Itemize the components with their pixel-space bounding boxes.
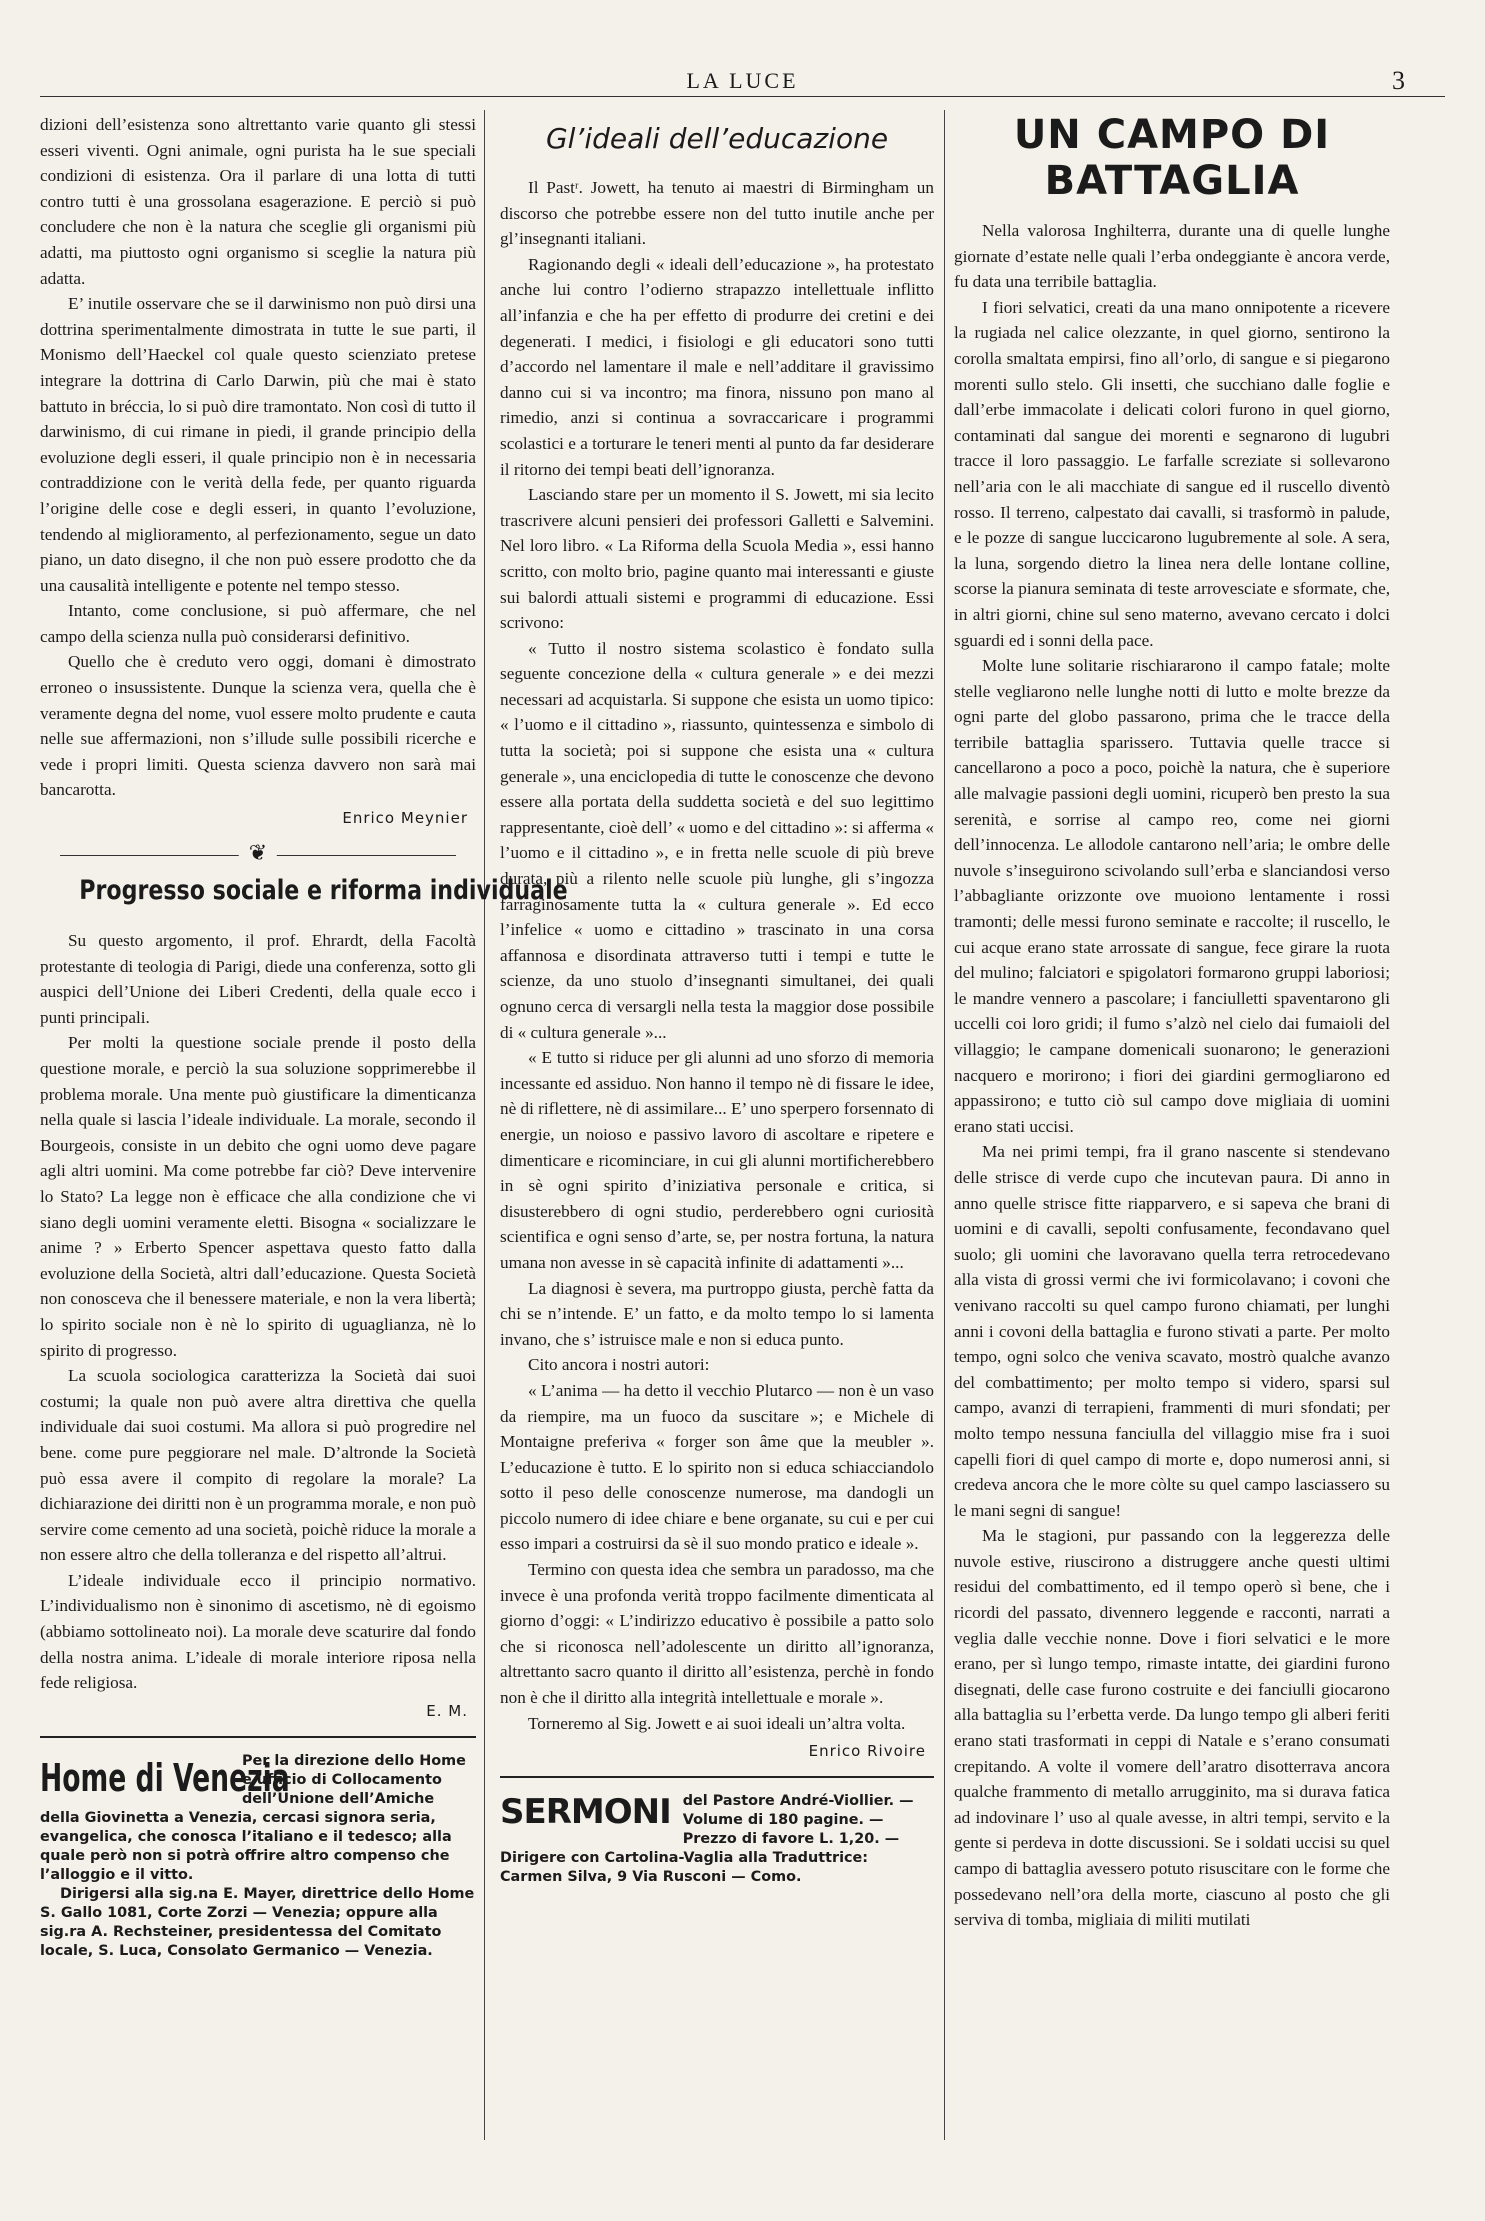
paragraph: Termino con questa idea che sembra un paradosso, ma che invece è una profonda verità troppo facilmente dimenticata al giorno d’oggi: « L’indirizzo educativo è possibile a patto solo che si riconosca nell’adolescente un diritto all’ignoranza, altrettanto sacro quanto il diritto all’esistenza, perchè in fondo non è che il diritto alla integrità intellettuale e morale ».	[500, 1560, 934, 1708]
author-signature: Enrico Rivoire	[808, 1742, 926, 1761]
paragraph: La diagnosi è severa, ma purtroppo giusta, perchè fatta da chi se n’intende. E’ un fatto, e da molto tempo lo si lamenta invano, che s’ istruisce male e non si educa punto.	[500, 1278, 934, 1349]
ad-contact: Dirigersi alla sig.na E. Mayer, direttrice dello Home S. Gallo 1081, Corte Zorzi — Venezia; oppure alla sig.ra A. Rechsteiner, presidentessa del Comitato locale, S. Luca, Consolato Germanico — Venezia.	[40, 1885, 475, 1959]
page-number: 3	[1392, 66, 1405, 95]
paragraph: « L’anima — ha detto il vecchio Plutarco — non è un vaso da riempire, ma un fuoco da suscitare »; e Michele di Montaigne preferiva « forger son âme que la meubler ». L’educazione è tutto. E lo spirito non si educa schiacciandolo sotto il peso delle conoscenze numerose, ma dandogli un piccolo numero di idee chiare e bene organate, su cui e per cui esso impari a costruirsi da sè il suo mondo pratico e ideale ».	[500, 1380, 934, 1554]
paragraph: Ragionando degli « ideali dell’educazione », ha protestato anche lui contro l’odierno strapazzo intellettuale inflitto all’infanzia e che ha per effetto di produrre dei cretini e dei degenerati. I medici, i fisiologi e gli educatori sono tutti d’accordo nel lamentare il male e nell’additare il gravissimo danno cui si va incontro; ma finora, nissuno pon mano al rimedio, anzi si continua a sovraccaricare i programmi scolastici e a torturare le teneri menti al punto da far desiderare il ritorno dei tempi beati dell’ignoranza.	[500, 254, 934, 479]
column-1	[40, 112, 568, 1961]
ad-text: Per la direzione dello Home e ufficio di Collocamento dell’Unione dell’Amiche della Giovinetta a Venezia, cercasi signora seria, evangelica, che conosca l’italiano e il tedesco; alla quale però non si potrà offrire altro compenso che l’alloggio e il vitto.	[40, 1752, 466, 1883]
paragraph: Su questo argomento, il prof. Ehrardt, della Facoltà protestante di teologia di Parigi, diede una conferenza, sotto gli auspici dell’Unione dei Liberi Credenti, della quale ecco i punti principali.	[40, 931, 476, 1027]
section-separator	[40, 843, 476, 867]
paragraph: « Tutto il nostro sistema scolastico è fondato sulla seguente concezione della « cultura generale » e dei mezzi necessari ad acquistarla. Si suppone che esista un uomo tipico: « l’uomo e il cittadino », riassunto, quintessenza e simbolo di tutta la società; poi si suppone che esista una « cultura generale », una enciclopedia di tutte le conoscenze che devono essere alla portata della suddetta società e del suo legittimo rappresentante, cioè dell’ « uomo e del cittadino »: si afferma « l’uomo e il cittadino », e in fretta nelle scuole di più breve durata, più a rilento nelle scuole più lunghe, gli s’ingozza farraginosamente tutta la « cultura generale ». Ed ecco l’infelice « uomo e cittadino » trascinato in una corsa affannosa e disordinata attraverso tutti i tempi e tutte le scienze, da uno stuolo d’insegnanti simultanei, dei quali ognuno cerca di versargli nella testa la maggior dose possibile di « cultura generale »...	[500, 638, 934, 1042]
paragraph: « E tutto si riduce per gli alunni ad uno sforzo di memoria incessante ed assiduo. Non hanno il tempo nè di fissare le idee, nè di riflettere, nè di assimilare... E’ uno sperpero forsennato di energie, un noioso e passivo lavoro di ascoltare e ripetere e dimenticare e ricominciare, in cui gli alunni mortificherebbero in sè ogni spirito d’iniziativa personale e critica, si disusterebbero di ogni studio, perderebbero ogni curiosità scientifica e ogni senso d’arte, se, per nostra fortuna, la natura umana non avesse in sè capacità infinite di adattamenti »...	[500, 1048, 934, 1272]
ad-title: SERMONI	[500, 1792, 671, 1833]
article-title: Progresso sociale e riforma individuale	[79, 875, 568, 907]
author-signature: E. M.	[426, 1701, 468, 1720]
paragraph: Cito ancora i nostri autori:	[528, 1355, 710, 1375]
paragraph: Ma nei primi tempi, fra il grano nascente si stendevano delle strisce di verde cupo che incutevan paura. Di anno in anno quelle strisce fitte riapparvero, e si sapeva che brani di uomini e di cavalli, sepolti confusamente, fecondavano quel suolo; gli uomini che lavoravano quella terra retrocedevano alla vista di grossi vermi che ivi formicolavano; i covoni che venivano raccolti su quel campo furono chiamati, per lunghi anni i covoni della battaglia e furono stivati a parte. Per molto tempo, ogni solco che veniva scavato, mostrò qualche avanzo del combattimento; per molto tempo si videro, sparsi sul campo, avanzi di terrapieni, frammenti di muri sfondati; per molto tempo nessuna fanciulla del villaggio mise fra i suoi capelli fiori di quel campo di morte e, dopo numerosi anni, si credeva ancora che le more còlte su quel campo lasciassero su le mani segni di sangue!	[954, 1142, 1390, 1520]
header-rule	[40, 96, 1445, 97]
paragraph: Torneremo al Sig. Jowett e ai suoi ideali un’altra volta.	[528, 1713, 906, 1733]
paragraph: E’ inutile osservare che se il darwinismo non può dirsi una dottrina sperimentalmente dimostrata in tutte le sue parti, il Monismo dell’Haeckel col quale questo scienziato pretese integrare la dottrina di Carlo Darwin, più che mai è stato battuto in bréccia, lo si può dire tramontato. Non così di tutto il darwinismo, di cui rimane in piedi, il grande principio della evoluzione degli esseri, il quale principio non è in necessaria contraddizione con le verità della fede, per quanto riguarda l’origine delle cose e degli esseri, in quanto l’evoluzione, tendendo al miglioramento, al perfezionamento, segue un dato piano, un dato disegno, il che non può essere prodotto che da una causalità intelligente e potente nel tempo stesso.	[40, 294, 476, 595]
paragraph: Ma le stagioni, pur passando con la leggerezza delle nuvole estive, riuscirono a distruggere anche questi ultimi residui del combattimento, ed il tempo operò sì bene, che i ricordi del passato, divennero leggende e racconti, narrati a veglia dalle vecchie nonne. Dove i fiori selvatici e le more erano, per sì lungo tempo, rimaste intatte, dei giardini furono disegnati, delle case furono costruite e dei fanciulli giocarono alla battaglia su l’erbetta verde. Da lungo tempo gli alberi feriti erano stati trasformati in ceppi di Natale e s’erano consumati crepitando. A volte il vomere dell’aratro disotterrava ancora qualche frammento di metallo arrugginito, ma si durava fatica ad indovinare l’ uso al quale avesse, in altri tempi, servito e la gente si perdeva in dotte discussioni. Se i soldati uccisi su quel campo di battaglia avessero potuto risuscitare con le forme che possedevano nell’ora della morte, ciascuno al posto che gli serviva di tomba, migliaia di militi mutilati	[954, 1526, 1390, 1930]
advertisement-home-venezia	[40, 1736, 476, 1961]
running-head	[0, 64, 1485, 98]
paragraph: Intanto, come conclusione, si può affermare, che nel campo della scienza nulla può considerarsi definitivo.	[40, 601, 476, 646]
paragraph: I fiori selvatici, creati da una mano onnipotente a ricevere la rugiada nel calice olezzante, in quel giorno, sentirono la corolla smaltata empirsi, fino all’orlo, di sangue e si piegarono morenti sullo stelo. Gli insetti, che succhiano dalle foglie e dall’erbe immacolate i delicati colori furono in quel giorno, contaminati dal sangue dei morenti e segnarono di lugubri tracce il loro passaggio. Le farfalle screziate si sollevarono nell’aria con le ali macchiate di sangue ed il ruscello diventò rosso. Il terreno, calpestato dai cavalli, si trasformò in palude, e le pozze di sangue luccicarono lugubremente al sole. A sera, la luna, sorgendo dietro la linea nera delle lontane colline, scorse la pianura seminata di teste arrovesciate e sformate, che, in altri giorni, chine sul seno materno, avevano cercato i dolci sguardi ed i sonni della pace.	[954, 297, 1390, 650]
article-title: Gl’ideali dell’educazione	[545, 122, 889, 155]
paragraph: Per molti la questione sociale prende il posto della questione morale, e perciò la sua soluzione sopprimerebbe il problema morale. Una mente può giustificare la dimenticanza nella quale si lascia l’ideale individuale. La morale, secondo il Bourgeois, consiste in un debito che ogni uomo deve pagare agli altri uomini. Ma come potrebbe far ciò? Deve intervenire lo Stato? La legge non è efficace che alla condizione che vi siano degli uomini veramente eletti. Bisogna « socializzare le anime ? » Erberto Spencer aspettava questo fatto dalla evoluzione della Società, altri dall’educazione. Questa Società non conosceva che il benessere materiale, e non la vera libertà; lo spirito sociale non è nè lo spirito di uguaglianza, nè lo spirito di progresso.	[40, 1033, 476, 1360]
article-title: UN CAMPO DI BATTAGLIA	[1013, 112, 1331, 204]
paragraph: Il Pastʳ. Jowett, ha tenuto ai maestri di Birmingham un discorso che potrebbe essere non del tutto inutile anche per gl’insegnanti italiani.	[500, 178, 934, 249]
paragraph: L’ideale individuale ecco il principio normativo. L’individualismo non è sinonimo di ascetismo, nè di egoismo (abbiamo sottolineato noi). La morale deve scaturire dal fondo della nostra anima. L’ideale di morale interiore riposa nella fede religiosa.	[40, 1570, 476, 1693]
paragraph: Quello che è creduto vero oggi, domani è dimostrato erroneo o insussistente. Dunque la scienza vera, quella che è veramente degna del nome, vuol essere molto prudente e cauta nelle sue affermazioni, non s’illude sulle possibili ricerche e vede i propri limiti. Questa scienza davvero non sarà mai bancarotta.	[40, 652, 476, 800]
fleuron-icon: ❦	[239, 841, 277, 866]
advertisement-sermoni	[500, 1776, 934, 1887]
newspaper-title: LA LUCE	[686, 68, 799, 93]
column-divider-2	[944, 110, 945, 2140]
paragraph: Nella valorosa Inghilterra, durante una di quelle lunghe giornate d’estate nelle quali l’erba ondeggiante è ancora verde, fu data una terribile battaglia.	[954, 221, 1390, 292]
ad-text: del Pastore André-Viollier. — Volume di 180 pagine. — Prezzo di favore L. 1,20. — Dirigere con Cartolina-Vaglia alla Traduttrice: Carmen Silva, 9 Via Rusconi — Como.	[500, 1793, 914, 1886]
ad-title: Home di Venezia	[40, 1755, 290, 1800]
column-3	[954, 112, 1390, 1933]
author-signature: Enrico Meynier	[342, 809, 468, 828]
paragraph: Lasciando stare per un momento il S. Jowett, mi sia lecito trascrivere alcuni pensieri dei professori Galletti e Salvemini. Nel loro libro. « La Riforma della Scuola Media », essi hanno scritto, con molto brio, pagine quanto mai interessanti e giuste sui balordi attuali sistemi e programmi di educazione. Essi scrivono:	[500, 485, 934, 633]
paragraph: Molte lune solitarie rischiararono il campo fatale; molte stelle vegliarono nelle lunghe notti di lutto e molte brezze da ogni parte del globo passarono, prima che le tracce della terribile battaglia sparissero. Tuttavia quelle tracce si cancellarono a poco a poco, poichè la natura, che è superiore alle malvagie passioni degli uomini, ricuperò ben presto la sua serenità, e sorrise al campo reo, come nei giorni dell’innocenza. Le allodole cantarono nell’aria; le ombre delle nuvole s’inseguirono scivolando sull’erba e slanciandosi verso l’abbagliante orizzonte ove muoiono lentamente i rossi tramonti; delle messi furono seminate e raccolte; il ruscello, le cui acque erano state arrossate di sangue, fece girare la ruota del mulino; falciatori e spigolatori formarono gruppi laboriosi; le mandre vennero a pascolare; i fanciulletti spaventarono gli uccelli coi loro gridi; il fumo s’alzò nel cielo dai fumaioli del villaggio; le campane domenicali suonarono; le generazioni nacquero e morirono; i fiori dei giardini germogliarono ed appassirono; e tutto ciò sul campo dove migliaia di uomini erano stati uccisi.	[954, 656, 1390, 1136]
column-divider-1	[484, 110, 485, 2140]
column-2	[500, 112, 934, 1887]
paragraph: dizioni dell’esistenza sono altrettanto varie quanto gli stessi esseri viventi. Ogni animale, ogni purista ha le sue speciali condizioni di esistenza. Ora il parlare di una lotta di tutti contro tutti è una grossolana esagerazione. E perciò si può concludere che non è la natura che sceglie gli organismi più adatti, ma piuttosto ogni organismo si sceglie la natura più adatta.	[40, 115, 476, 288]
paragraph: La scuola sociologica caratterizza la Società dai suoi costumi; la quale non può avere altra direttiva che quella individuale dai suoi costumi. Ma allora si può progredire nel bene. come pure peggiorare nel male. D’altronde la Società può essa avere il compito di regolare la morale? La dichiarazione dei diritti non è un programma morale, e non può servire come cemento ad una società, poichè riduce la morale a non essere altro che della tolleranza e del rispetto all’altrui.	[40, 1366, 476, 1565]
